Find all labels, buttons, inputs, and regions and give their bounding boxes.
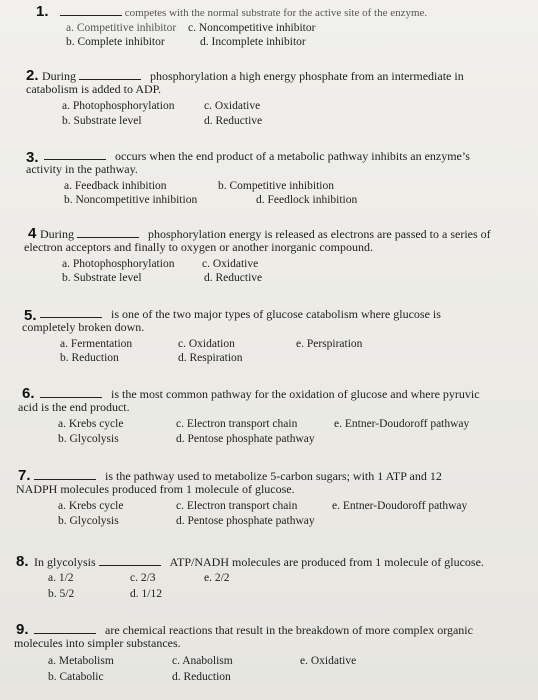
option-a[interactable]: a. 1/2 [48,572,74,584]
option-c[interactable]: c. 2/3 [130,572,156,584]
option-b[interactable]: b. Glycolysis [58,515,119,527]
option-b[interactable]: b. 5/2 [48,588,75,600]
option-d[interactable]: d. Respiration [178,352,243,364]
option-c[interactable]: c. Oxidative [204,100,261,112]
option-a[interactable]: a. Competitive inhibitor [66,22,177,34]
question-number: 9. [16,621,29,638]
option-b[interactable]: b. Complete inhibitor [66,36,165,48]
question-number: 7. [18,467,31,484]
option-a[interactable]: a. Krebs cycle [58,418,124,430]
question-text-cont: catabolism is added to ADP. [26,82,161,96]
answer-blank[interactable] [40,386,102,398]
option-b[interactable]: b. Reduction [60,352,119,364]
question-text-cont: electron acceptors and finally to oxygen or another inorganic compound. [24,240,373,254]
option-d[interactable]: d. Reduction [172,671,231,683]
question-text-cont: completely broken down. [22,320,145,334]
question-text: In glycolysis ATP/NADH molecules are produced from 1 molecule of glucose. [34,555,484,569]
option-b[interactable]: b. Competitive inhibition [218,180,334,192]
option-c[interactable]: c. Oxidation [178,338,235,350]
question-number: 5. [24,307,37,324]
option-a[interactable]: a. Fermentation [60,338,133,350]
option-d[interactable]: d. Feedlock inhibition [256,194,358,206]
option-c[interactable]: c. Noncompetitive inhibitor [188,22,316,34]
answer-blank[interactable] [60,4,122,16]
question-text-cont: activity in the pathway. [26,162,138,176]
option-d[interactable]: d. Pentose phosphate pathway [176,515,315,527]
option-b[interactable]: b. Substrate level [62,115,142,127]
question-text: During phosphorylation energy is released as electrons are passed to a series of [40,227,491,241]
option-d[interactable]: d. Pentose phosphate pathway [176,433,315,445]
question-number: 2. [26,67,39,84]
option-e[interactable]: e. Oxidative [300,655,357,667]
answer-blank[interactable] [44,148,106,160]
option-e[interactable]: e. Entner-Doudoroff pathway [332,500,468,512]
question-text: competes with the normal substrate for the active site of the enzyme. [60,4,427,20]
option-b[interactable]: b. Glycolysis [58,433,119,445]
answer-blank[interactable] [40,306,102,318]
question-number: 8. [16,553,29,570]
question-text: are chemical reactions that result in the breakdown of more complex organic [34,622,473,637]
question-text: During phosphorylation a high energy phosphate from an intermediate in [42,69,464,83]
option-a[interactable]: a. Feedback inhibition [64,180,167,192]
question-text: is the pathway used to metabolize 5-carbon sugars; with 1 ATP and 12 [34,468,442,483]
option-d[interactable]: d. Incomplete inhibitor [200,36,306,48]
answer-blank[interactable] [79,68,141,80]
answer-blank[interactable] [34,622,96,634]
option-e[interactable]: e. Perspiration [296,338,363,350]
option-b-second[interactable]: b. Noncompetitive inhibition [64,194,198,206]
question-text: occurs when the end product of a metabolic pathway inhibits an enzyme’s [44,148,470,163]
option-b[interactable]: b. Substrate level [62,272,142,284]
question-number: 6. [22,385,35,402]
answer-blank[interactable] [77,226,139,238]
option-c[interactable]: c. Anabolism [172,655,233,667]
option-e[interactable]: e. 2/2 [204,572,230,584]
question-number: 1. [36,3,49,20]
question-number: 4 [28,225,37,242]
question-text-cont: acid is the end product. [18,400,130,414]
option-c[interactable]: c. Electron transport chain [176,418,298,430]
question-text: is the most common pathway for the oxidation of glucose and where pyruvic [40,386,480,401]
option-a[interactable]: a. Krebs cycle [58,500,124,512]
question-text-cont: molecules into simpler substances. [14,636,181,650]
answer-blank[interactable] [99,554,161,566]
question-text: is one of the two major types of glucose catabolism where glucose is [40,306,441,321]
option-d[interactable]: d. 1/12 [130,588,162,600]
option-b[interactable]: b. Catabolic [48,671,104,683]
option-a[interactable]: a. Photophosphorylation [62,100,175,112]
answer-blank[interactable] [34,468,96,480]
option-c[interactable]: c. Electron transport chain [176,500,298,512]
option-a[interactable]: a. Metabolism [48,655,114,667]
option-d[interactable]: d. Reductive [204,115,263,127]
question-number: 3. [26,149,39,166]
option-d[interactable]: d. Reductive [204,272,263,284]
option-a[interactable]: a. Photophosphorylation [62,258,175,270]
question-text-cont: NADPH molecules produced from 1 molecule of glucose. [16,482,295,496]
option-c[interactable]: c. Oxidative [202,258,259,270]
option-e[interactable]: e. Entner-Doudoroff pathway [334,418,470,430]
